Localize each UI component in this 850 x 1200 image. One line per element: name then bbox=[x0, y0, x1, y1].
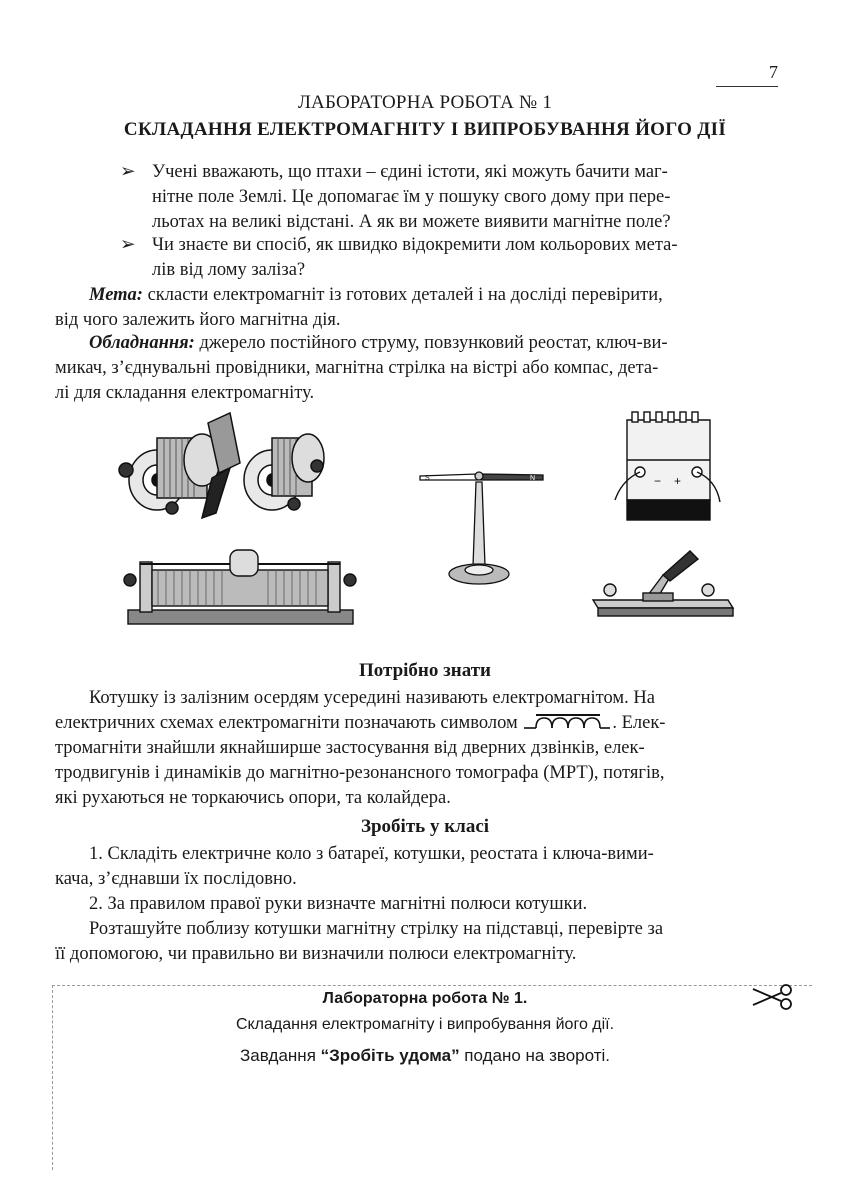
svg-text:N: N bbox=[530, 475, 536, 482]
bullet-text-1 bbox=[152, 160, 780, 235]
form-title: Лабораторна робота № 1. bbox=[322, 990, 528, 1007]
battery-icon bbox=[612, 410, 722, 522]
goal-text: скласти електромагніт із готових деталей і на досліді перевірити, bbox=[142, 285, 663, 305]
rheostat-icon bbox=[118, 540, 368, 630]
know-line: . Елек- bbox=[612, 713, 666, 733]
step-line: 1. Складіть електричне коло з батареї, котушки, реостата і ключа-вими- bbox=[89, 844, 654, 864]
equipment-text: микач, з’єднувальні провідники, магнітна стрілка на вістрі або компас, дета- bbox=[55, 358, 659, 378]
switch-icon bbox=[588, 545, 738, 620]
bullet-2-line: лів від лому заліза? bbox=[152, 260, 306, 280]
goal-paragraph bbox=[55, 283, 780, 333]
svg-text:S: S bbox=[425, 475, 430, 482]
bullet-marker: ➢ bbox=[120, 235, 136, 255]
form-task-suffix: подано на звороті. bbox=[459, 1046, 611, 1065]
equipment-text: лі для складання електромагніту. bbox=[55, 383, 315, 403]
know-line: які рухаються не торкаючись опори, та колайдера. bbox=[55, 788, 451, 808]
class-heading: Зробіть у класі bbox=[360, 816, 490, 837]
coil-symbol-icon bbox=[522, 714, 612, 730]
form-subtitle: Складання електромагніту і випробування його дії. bbox=[235, 1016, 615, 1033]
form-task bbox=[0, 1046, 850, 1066]
svg-text:+: + bbox=[674, 474, 682, 488]
goal-text: від чого залежить його магнітна дія. bbox=[55, 310, 341, 330]
know-line: електричних схемах електромагніти позначають символом bbox=[55, 713, 523, 733]
know-line: тромагніти знайшли якнайширше застосування від дверних дзвінків, елек- bbox=[55, 738, 645, 758]
lab-title: СКЛАДАННЯ ЕЛЕКТРОМАГНІТУ І ВИПРОБУВАННЯ ЙОГО ДІЇ bbox=[123, 119, 727, 140]
step-line: 2. За правилом правої руки визначте магнітні полюси котушки. bbox=[89, 894, 588, 914]
step-line: кача, з’єднавши їх послідовно. bbox=[55, 869, 297, 889]
cut-line bbox=[52, 985, 812, 986]
equipment-paragraph bbox=[55, 331, 780, 406]
bullet-1-line: Учені вважають, що птахи – єдині істоти, які можуть бачити маг- bbox=[152, 162, 668, 182]
lab-label: ЛАБОРАТОРНА РОБОТА № 1 bbox=[297, 92, 553, 113]
equipment-label: Обладнання: bbox=[89, 333, 195, 353]
know-paragraph bbox=[55, 686, 780, 811]
bullet-2-line: Чи знаєте ви спосіб, як швидко відокремити лом кольорових мета- bbox=[152, 235, 678, 255]
cut-line-left bbox=[52, 985, 53, 1170]
know-line: тродвигунів і динаміків до магнітно-резонансного томографа (МРТ), потягів, bbox=[55, 763, 665, 783]
bullet-text-2 bbox=[152, 233, 780, 283]
bullet-1-line: льотах на великі відстані. А як ви можете виявити магнітне поле? bbox=[152, 212, 671, 232]
equipment-text: джерело постійного струму, повзунковий реостат, ключ-ви- bbox=[194, 333, 668, 353]
form-task-prefix: Завдання bbox=[239, 1046, 321, 1065]
know-heading: Потрібно знати bbox=[358, 660, 491, 681]
coil-pair-icon bbox=[112, 408, 337, 523]
bullet-1-line: нітне поле Землі. Це допомагає їм у пошуку свого дому при пере- bbox=[152, 187, 671, 207]
form-task-bold: “Зробіть удома” bbox=[320, 1046, 460, 1065]
bullet-marker: ➢ bbox=[120, 162, 136, 182]
step-line: її допомогою, чи правильно ви визначили полюси електромагніту. bbox=[55, 944, 577, 964]
step-line: Розташуйте поблизу котушки магнітну стрілку на підставці, перевірте за bbox=[89, 919, 664, 939]
magnetic-needle-icon bbox=[415, 466, 550, 591]
goal-label: Мета: bbox=[89, 285, 143, 305]
page-number: 7 bbox=[716, 62, 778, 87]
svg-text:−: − bbox=[654, 474, 662, 488]
class-steps bbox=[55, 842, 780, 967]
know-line: Котушку із залізним осердям усередині називають електромагнітом. На bbox=[89, 688, 655, 708]
